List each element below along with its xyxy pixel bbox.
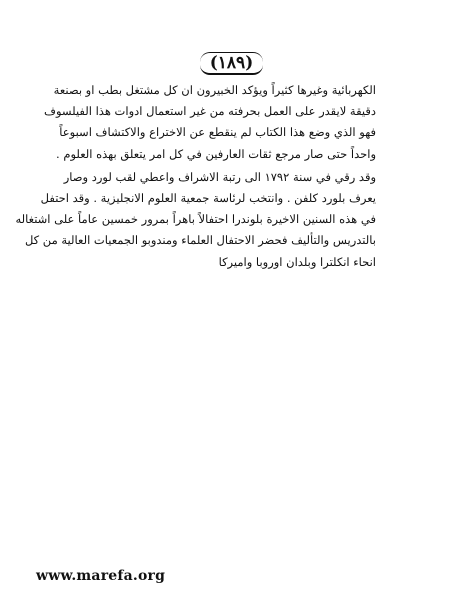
text-line: انحاء انكلترا وبلدان اوروبا واميركا (218, 254, 376, 269)
footer-url: www.marefa.org (36, 568, 166, 584)
paragraph-1 (44, 80, 376, 165)
paragraph-2 (15, 167, 376, 273)
text-line: وقد رقي في سنة ١٧٩٢ الى رتبة الاشراف واعطي لقب لورد وصار (63, 169, 376, 184)
page-number-text: (١٨٩) (200, 52, 264, 75)
text-line: يعرف بلورد كلفن . وانتخب لرئاسة جمعية العلوم الانجليزية . وقد احتفل (40, 191, 376, 206)
text-line: بالتدريس والتأليف فحضر الاحتفال العلماء ومندوبو الجمعيات العالية من كل (24, 233, 376, 248)
text-line: فهو الذي وضع هذا الكتاب لم ينقطع عن الاختراع والاكتشاف اسبوعاً (59, 125, 376, 140)
text-line: واحداً حتى صار مرجع ثقات العارفين في كل امر يتعلق بهذه العلوم . (56, 146, 376, 161)
text-line: الكهربائية وغيرها كثيراً ويؤكد الخبيرون ان كل مشتغل بطب او بصنعة (53, 83, 376, 97)
text-line: دقيقة لايقدر على العمل بحرفته من غير استعمال ادوات هذا الفيلسوف (44, 104, 376, 119)
body-text (15, 80, 376, 273)
text-line: في هذه السنين الاخيرة بلوندرا احتفالاً باهراً بمرور خمسين عاماً على اشتغاله (15, 212, 376, 227)
page-number (0, 52, 463, 75)
